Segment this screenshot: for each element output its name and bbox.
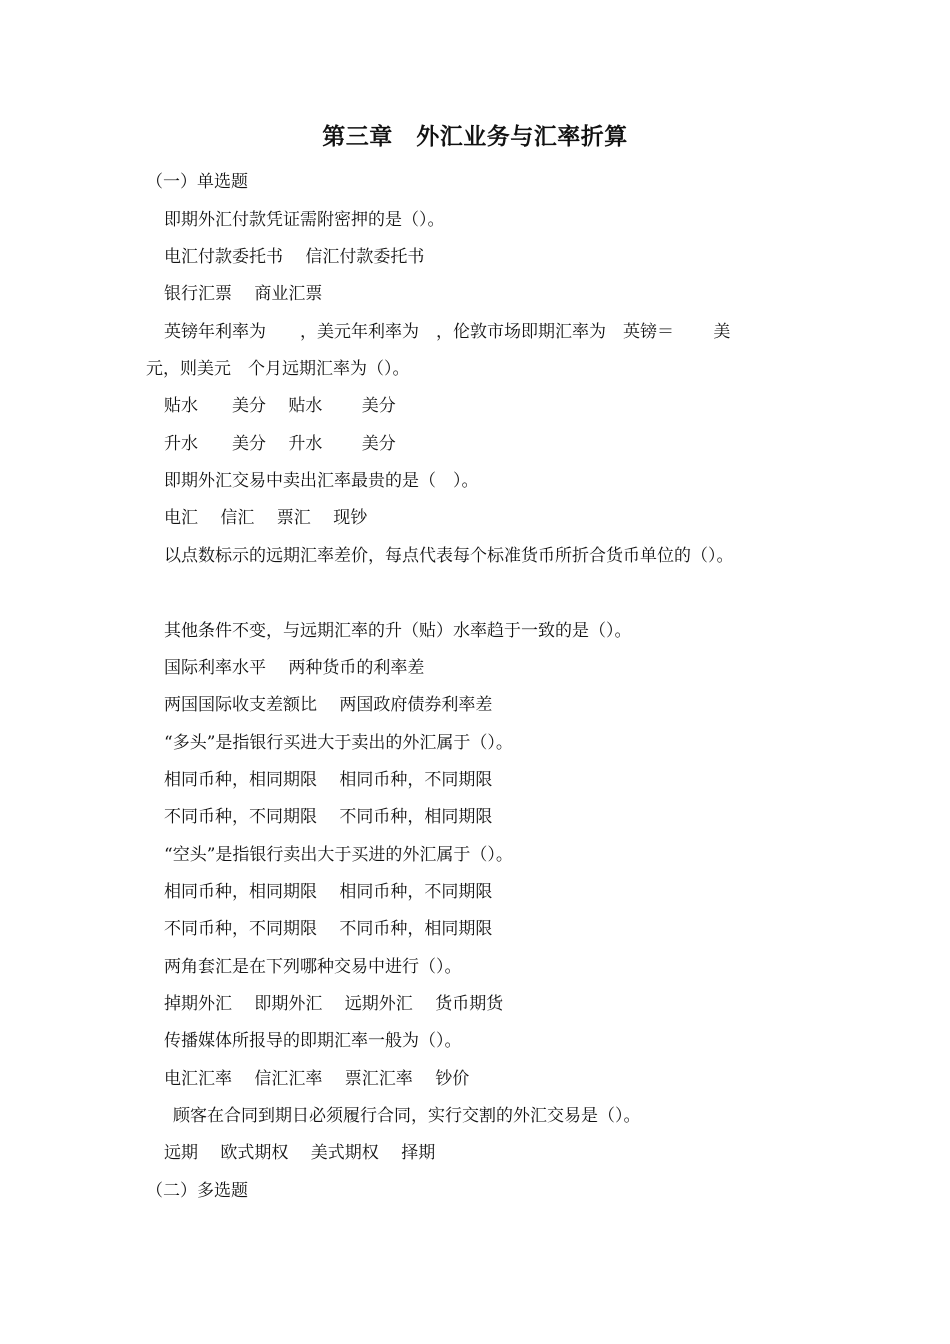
text-line: 贴水 美分 贴水 美分 bbox=[164, 396, 396, 416]
text-line: 两角套汇是在下列哪种交易中进行（）。 bbox=[164, 957, 462, 977]
text-line: 以点数标示的远期汇率差价，每点代表每个标准货币所折合货币单位的（）。 bbox=[164, 546, 734, 566]
section-heading: （一）单选题 bbox=[146, 172, 248, 192]
text-line: 掉期外汇 即期外汇 远期外汇 货币期货 bbox=[164, 994, 504, 1014]
text-line: 不同币种，不同期限 不同币种，相同期限 bbox=[164, 919, 493, 939]
page-title: 第三章 外汇业务与汇率折算 bbox=[322, 124, 628, 150]
text-line: 电汇 信汇 票汇 现钞 bbox=[164, 508, 368, 528]
text-line: 相同币种，相同期限 相同币种，不同期限 bbox=[164, 770, 493, 790]
text-line: 相同币种，相同期限 相同币种，不同期限 bbox=[164, 882, 493, 902]
text-line: 传播媒体所报导的即期汇率一般为（）。 bbox=[164, 1031, 462, 1051]
text-line: 即期外汇付款凭证需附密押的是（）。 bbox=[164, 210, 445, 230]
text-line: 电汇汇率 信汇汇率 票汇汇率 钞价 bbox=[164, 1069, 470, 1089]
text-line: 电汇付款委托书 信汇付款委托书 bbox=[164, 247, 425, 267]
text-line: 不同币种，不同期限 不同币种，相同期限 bbox=[164, 807, 493, 827]
text-line: 顾客在合同到期日必须履行合同，实行交割的外汇交易是（）。 bbox=[173, 1106, 641, 1126]
text-line: 两国国际收支差额比 两国政府债券利率差 bbox=[164, 695, 493, 715]
text-line: 其他条件不变，与远期汇率的升（贴）水率趋于一致的是（）。 bbox=[164, 621, 632, 641]
text-line: 远期 欧式期权 美式期权 择期 bbox=[164, 1143, 436, 1163]
text-line: 银行汇票 商业汇票 bbox=[164, 284, 323, 304]
text-line: 国际利率水平 两种货币的利率差 bbox=[164, 658, 425, 678]
text-line: “空头”是指银行卖出大于买进的外汇属于（）。 bbox=[164, 845, 513, 865]
text-line: 升水 美分 升水 美分 bbox=[164, 434, 396, 454]
text-line: 即期外汇交易中卖出汇率最贵的是（ ）。 bbox=[164, 471, 479, 491]
text-line: “多头”是指银行买进大于卖出的外汇属于（）。 bbox=[164, 733, 513, 753]
text-line: 元，则美元 个月远期汇率为（）。 bbox=[146, 359, 410, 379]
text-line: 英镑年利率为 ，美元年利率为 ，伦敦市场即期汇率为 英镑＝ 美 bbox=[164, 322, 731, 342]
section-heading: （二）多选题 bbox=[146, 1181, 248, 1201]
